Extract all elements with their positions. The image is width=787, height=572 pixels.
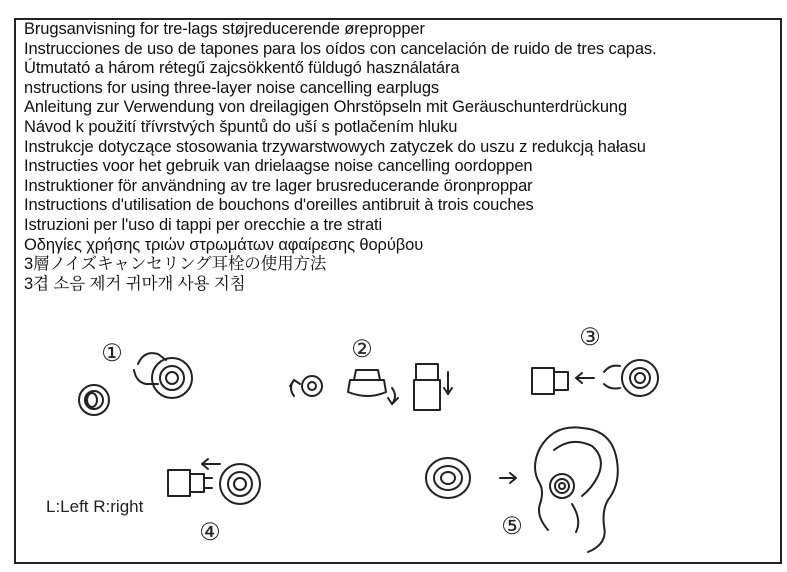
foam-tube-icon	[414, 364, 440, 410]
rotate-arrow-icon	[290, 380, 300, 396]
step-3-group	[532, 324, 658, 396]
earplug-front-icon	[79, 385, 109, 415]
earplug-front-icon	[426, 458, 470, 498]
instruction-line-hungarian: Útmutató a három rétegű zajcsökkentő füldugó használatára	[24, 59, 460, 78]
step-2-number: ②	[351, 336, 373, 363]
instruction-line-dutch: Instructies voor het gebruik van drielaagse noise cancelling oordoppen	[24, 157, 533, 176]
step-5-group	[426, 427, 618, 552]
instruction-line-korean: 3겹 소음 제거 귀마개 사용 지침	[24, 274, 246, 293]
instruction-line-czech: Návod k použití třívrstvých špuntů do uší s potlačením hluku	[24, 117, 458, 136]
earplug-tip-icon	[302, 376, 322, 396]
instruction-line-polish: Instrukcje dotyczące stosowania trzywarstwowych zatyczek do uszu z redukcją hałasu	[24, 137, 646, 156]
earplug-usage-diagram	[16, 320, 776, 560]
step-4-group	[46, 459, 260, 546]
instruction-line-danish: Brugsanvisning for tre-lags støjreducerende ørepropper	[24, 20, 425, 38]
instruction-line-spanish: Instrucciones de uso de tapones para los oídos con cancelación de ruido de tres capas.	[24, 39, 657, 58]
instruction-line-french: Instructions d'utilisation de bouchons d'oreilles antibruit à trois couches	[24, 196, 534, 215]
step-1-number: ①	[101, 340, 123, 367]
down-arrow-icon	[444, 372, 452, 394]
right-arrow-icon	[500, 473, 516, 483]
step-3-number: ③	[579, 324, 601, 351]
instruction-line-greek: Οδηγίες χρήσης τριών στρωμάτων αφαίρεσης θορύβου	[24, 235, 424, 254]
step-4-number: ④	[199, 519, 221, 546]
earplug-side-icon	[604, 360, 658, 396]
step-2-group	[290, 336, 452, 410]
instruction-line-german: Anleitung zur Verwendung von dreilagigen Ohrstöpseln mit Geräuschunterdrückung	[24, 98, 628, 117]
instruction-line-english: nstructions for using three-layer noise cancelling earplugs	[24, 78, 440, 97]
rotate-arrow-icon	[388, 388, 398, 404]
left-right-label: L:Left R:right	[46, 497, 144, 516]
step-5-number: ⑤	[501, 513, 523, 540]
instruction-line-italian: Istruzioni per l'uso di tappi per orecchie a tre strati	[24, 215, 383, 234]
instruction-line-japanese: 3層ノイズキャンセリング耳栓の使用方法	[24, 255, 327, 274]
earplug-layers-icon	[348, 370, 386, 396]
assembled-earplug-icon	[168, 464, 260, 504]
instruction-line-swedish: Instruktioner för användning av tre lager brusreducerande öronproppar	[24, 176, 533, 195]
left-arrow-icon	[202, 459, 220, 469]
step-1-group	[79, 340, 192, 415]
instruction-text-block	[24, 20, 780, 294]
ear-icon	[535, 427, 618, 552]
earplug-side-icon	[134, 353, 192, 398]
left-arrow-icon	[576, 373, 594, 383]
foam-tube-icon	[532, 368, 568, 394]
